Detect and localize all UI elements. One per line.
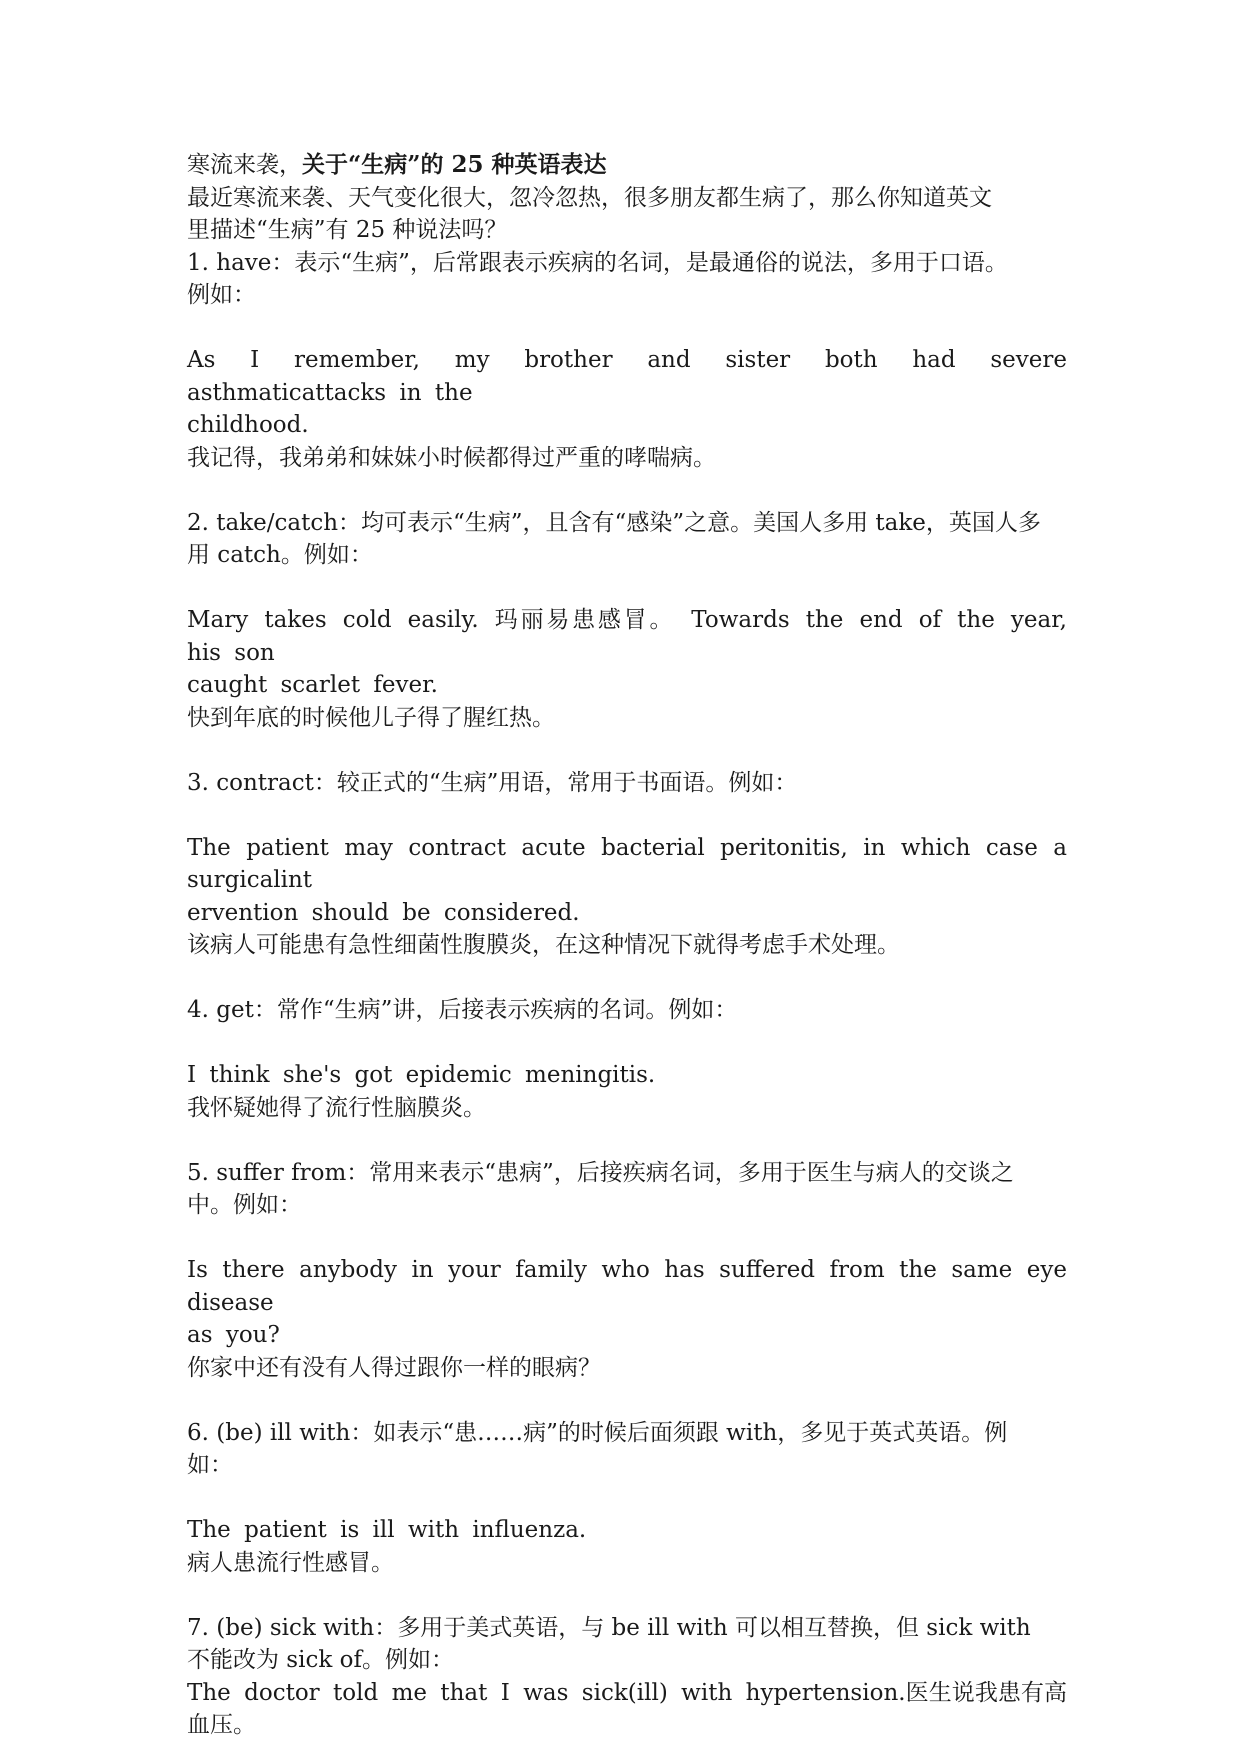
section-heading: 7. (be) sick with：多用于美式英语，与 be ill with 可以相互替换，但 sick with (187, 1614, 1031, 1641)
intro-line: 最近寒流来袭、天气变化很大，忽冷忽热，很多朋友都生病了，那么你知道英文 (187, 184, 992, 211)
example-english: The patient is ill with influenza. (187, 1517, 587, 1543)
section-heading: 不能改为 sick of。例如： (187, 1647, 454, 1673)
article-title (187, 149, 1067, 182)
example-english: I think she's got epidemic meningitis. (187, 1062, 656, 1088)
section-heading: 4. get：常作“生病”讲，后接表示疾病的名词。例如： (187, 997, 738, 1023)
example-english: childhood. (187, 412, 309, 438)
section-heading: 3. contract：较正式的“生病”用语，常用于书面语。例如： (187, 769, 798, 796)
section-heading: 用 catch。例如： (187, 542, 373, 568)
example-english: ervention should be considered. (187, 899, 580, 926)
example-english: As I remember, my brother and sister both had severe asthmaticattacks in the (187, 347, 1067, 406)
document-page (187, 149, 1067, 1742)
example-english: The patient may contract acute bacterial peritonitis, in which case a surgicalint (187, 834, 1067, 893)
example-english: Is there anybody in your family who has suffered from the same eye disease (187, 1257, 1067, 1316)
example-chinese: 快到年底的时候他儿子得了腥红热。 (187, 704, 555, 731)
section-heading: 5. suffer from：常用来表示“患病”，后接疾病名词，多用于医生与病人的交谈之 (187, 1159, 1014, 1186)
section-heading: 2. take/catch：均可表示“生病”，且含有“感染”之意。美国人多用 take，英国人多 (187, 509, 1041, 536)
example-chinese: 你家中还有没有人得过跟你一样的眼病？ (187, 1354, 601, 1381)
intro-line: 里描述“生病”有 25 种说法吗？ (187, 217, 508, 243)
section-heading: 中。例如： (187, 1192, 302, 1218)
section-heading: 如： (187, 1452, 233, 1478)
example-chinese: 我记得，我弟弟和妹妹小时候都得过严重的哮喘病。 (187, 444, 716, 471)
section-heading: 例如： (187, 282, 256, 308)
example-chinese: 病人患流行性感冒。 (187, 1549, 394, 1576)
example-english: as you? (187, 1322, 280, 1348)
example-chinese: 该病人可能患有急性细菌性腹膜炎，在这种情况下就得考虑手术处理。 (187, 932, 900, 958)
section-heading: 6. (be) ill with：如表示“患……病”的时候后面须跟 with，多见于英式英语。例 (187, 1419, 1008, 1446)
title-main: 关于“生病”的 25 种英语表达 (302, 151, 607, 178)
title-prefix: 寒流来袭， (187, 152, 302, 178)
example-english: caught scarlet fever. (187, 672, 438, 698)
section-heading: 1. have：表示“生病”，后常跟表示疾病的名词，是最通俗的说法，多用于口语。 (187, 249, 1008, 276)
example-chinese: 我怀疑她得了流行性脑膜炎。 (187, 1094, 486, 1121)
example-english: Mary takes cold easily. 玛丽易患感冒。 Towards the end of the year, his son (187, 607, 1067, 666)
example-english: The doctor told me that I was sick(ill) with hypertension.医生说我患有高血压。 (187, 1679, 1067, 1738)
